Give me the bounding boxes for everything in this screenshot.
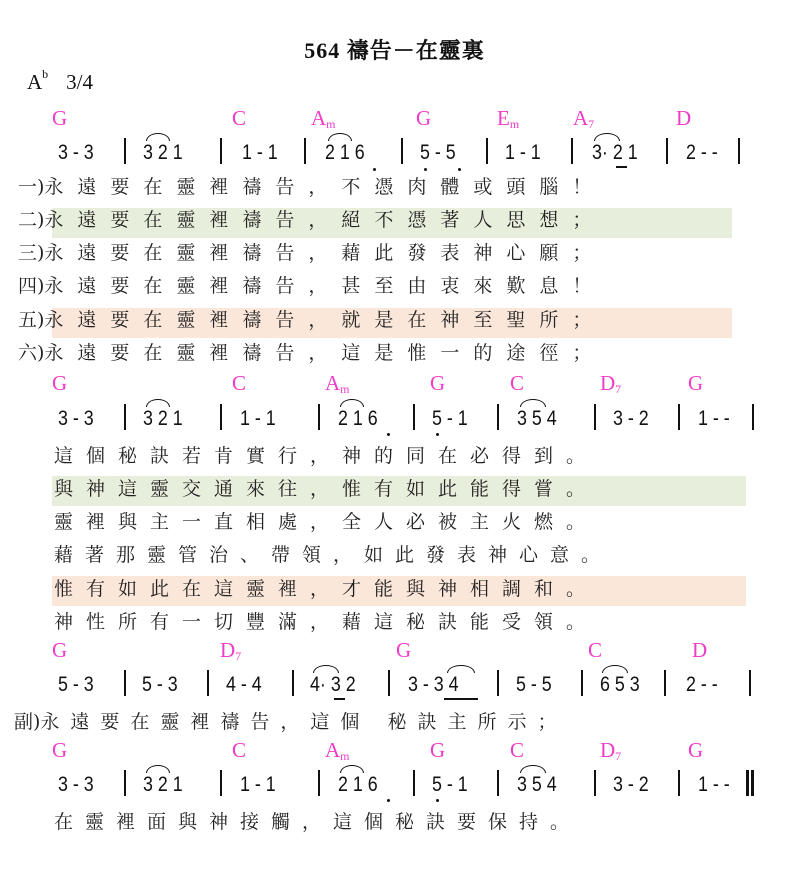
barline	[486, 138, 488, 164]
slur	[340, 399, 364, 407]
barline	[124, 670, 126, 696]
verse-line-1: 這個秘訣若肯實行，神的同在必得到。	[54, 445, 599, 467]
measure: 3 2 1	[143, 773, 183, 796]
barline-end	[749, 670, 751, 696]
chorus-line-1: 副)永遠要在靈裡禱告，這個 秘訣主所示；	[14, 711, 568, 733]
barline	[594, 404, 596, 430]
low-octave-dot	[387, 799, 390, 802]
measure: 5 - 5	[516, 673, 552, 696]
barline	[497, 404, 499, 430]
barline	[664, 670, 666, 696]
measure: 5 - 3	[58, 673, 94, 696]
measure: 6 5 3	[600, 673, 640, 696]
underline-beam	[444, 698, 478, 700]
measure: 2 - -	[686, 673, 718, 696]
measure: 3 - 3	[58, 773, 94, 796]
chord-symbol: C	[588, 638, 603, 662]
chord-symbol: G	[416, 106, 432, 130]
barline	[678, 770, 680, 796]
chord-symbol: G	[52, 638, 68, 662]
chord-symbol: C	[510, 371, 525, 395]
barline	[207, 670, 209, 696]
key-accidental: b	[42, 67, 49, 81]
measure: 1 - -	[698, 407, 730, 430]
measure: 1 - 1	[240, 407, 276, 430]
verse-line-4: 四)永遠要在靈裡禱告，甚至由衷來歎息！	[18, 275, 606, 297]
chord-symbol: $D_7$	[600, 371, 622, 396]
chord-symbol: C	[232, 738, 247, 762]
measure: 3 - 3 4	[408, 673, 459, 696]
chord-symbol: $D_7$	[220, 638, 242, 663]
barline	[497, 670, 499, 696]
low-octave-dot	[458, 168, 461, 171]
low-octave-dot	[373, 168, 376, 171]
underline-beam	[334, 698, 345, 700]
barline-final-thin	[746, 770, 749, 796]
verse-line-2: 與神這靈交通來往，惟有如此能得嘗。	[54, 478, 599, 500]
chord-symbol: $A_m$	[325, 738, 350, 763]
hymn-title: 564 禱告－在靈裏	[304, 38, 485, 63]
measure: 3· 2 1	[592, 141, 638, 164]
low-octave-dot	[387, 433, 390, 436]
barline	[124, 404, 126, 430]
verse-line-5: 五)永遠要在靈裡禱告，就是在神至聖所；	[18, 309, 606, 331]
measure: 4 - 4	[226, 673, 262, 696]
measure: 2 1 6	[325, 141, 365, 164]
underline-beam	[616, 166, 627, 168]
chord-symbol: $A_7$	[573, 106, 595, 131]
measure: 1 - 1	[242, 141, 278, 164]
chord-symbol: G	[52, 371, 68, 395]
chord-symbol: G	[688, 738, 704, 762]
verse-line-3: 靈裡與主一直相處，全人必被主火燃。	[54, 511, 599, 533]
barline	[581, 670, 583, 696]
measure: 3 5 4	[517, 407, 557, 430]
measure: 1 - 1	[240, 773, 276, 796]
chord-symbol: $A_m$	[325, 371, 350, 396]
barline	[292, 670, 294, 696]
barline	[124, 138, 126, 164]
barline	[220, 770, 222, 796]
verse-line-4: 藉著那靈管治、帶領，如此發表神心意。	[54, 544, 613, 566]
slur	[313, 665, 339, 673]
chord-symbol: D	[676, 106, 692, 130]
verse-line-5: 惟有如此在這靈裡，才能與神相調和。	[54, 578, 599, 600]
verse-line-6: 六)永遠要在靈裡禱告，這是惟一的途徑；	[18, 342, 606, 364]
measure: 3 5 4	[517, 773, 557, 796]
low-octave-dot	[424, 168, 427, 171]
barline	[497, 770, 499, 796]
key-signature	[27, 67, 94, 95]
slur	[328, 133, 352, 141]
chord-symbol: G	[688, 371, 704, 395]
measure: 3 - 2	[613, 407, 649, 430]
chord-symbol: G	[430, 371, 446, 395]
barline	[413, 404, 415, 430]
measure: 3 - 3	[58, 141, 94, 164]
verse-line-3: 三)永遠要在靈裡禱告，藉此發表神心願；	[18, 242, 606, 264]
measure: 4· 3 2	[310, 673, 356, 696]
slur	[594, 133, 620, 141]
measure: 5 - 1	[432, 407, 468, 430]
chord-symbol: C	[232, 106, 247, 130]
chord-symbol: D	[692, 638, 708, 662]
chord-symbol: $A_m$	[311, 106, 336, 131]
chord-symbol: $D_7$	[600, 738, 622, 763]
chord-symbol: C	[232, 371, 247, 395]
measure: 3 2 1	[143, 407, 183, 430]
verse-line-1: 一)永遠要在靈裡禱告，不憑肉體或頭腦！	[18, 176, 606, 198]
barline	[388, 670, 390, 696]
chord-symbol: G	[52, 106, 68, 130]
slur	[146, 399, 170, 407]
chord-symbol: G	[396, 638, 412, 662]
slur	[520, 765, 546, 773]
barline	[318, 404, 320, 430]
barline	[220, 404, 222, 430]
barline	[401, 138, 403, 164]
chord-symbol: C	[510, 738, 525, 762]
verse-line-2: 二)永遠要在靈裡禱告，絕不憑著人思想；	[18, 209, 606, 231]
chorus-line-2: 在靈裡面與神接觸，這個秘訣要保持。	[54, 811, 582, 833]
measure: 3 - 2	[613, 773, 649, 796]
low-octave-dot	[436, 799, 439, 802]
measure: 3 2 1	[143, 141, 183, 164]
slur	[447, 665, 475, 673]
slur	[602, 665, 628, 673]
time-signature: 3/4	[66, 70, 94, 94]
barline	[678, 404, 680, 430]
key-note: A	[27, 70, 43, 94]
barline	[413, 770, 415, 796]
measure: 5 - 1	[432, 773, 468, 796]
slur	[146, 133, 170, 141]
barline	[318, 770, 320, 796]
measure: 5 - 5	[420, 141, 456, 164]
slur	[520, 399, 546, 407]
measure: 2 1 6	[338, 407, 378, 430]
slur	[340, 765, 364, 773]
measure: 2 - -	[686, 141, 718, 164]
barline	[124, 770, 126, 796]
measure: 2 1 6	[338, 773, 378, 796]
barline	[304, 138, 306, 164]
slur	[146, 765, 170, 773]
barline	[594, 770, 596, 796]
barline-final-thick	[751, 770, 754, 796]
measure: 1 - 1	[505, 141, 541, 164]
low-octave-dot	[436, 433, 439, 436]
measure: 1 - -	[698, 773, 730, 796]
measure: 5 - 3	[142, 673, 178, 696]
chord-symbol: G	[430, 738, 446, 762]
measure: 3 - 3	[58, 407, 94, 430]
barline-end	[738, 138, 740, 164]
chord-symbol: $E_m$	[497, 106, 520, 131]
barline-end	[752, 404, 754, 430]
barline	[666, 138, 668, 164]
barline	[571, 138, 573, 164]
chord-symbol: G	[52, 738, 68, 762]
verse-line-6: 神性所有一切豐滿，藉這秘訣能受領。	[54, 611, 599, 633]
barline	[220, 138, 222, 164]
